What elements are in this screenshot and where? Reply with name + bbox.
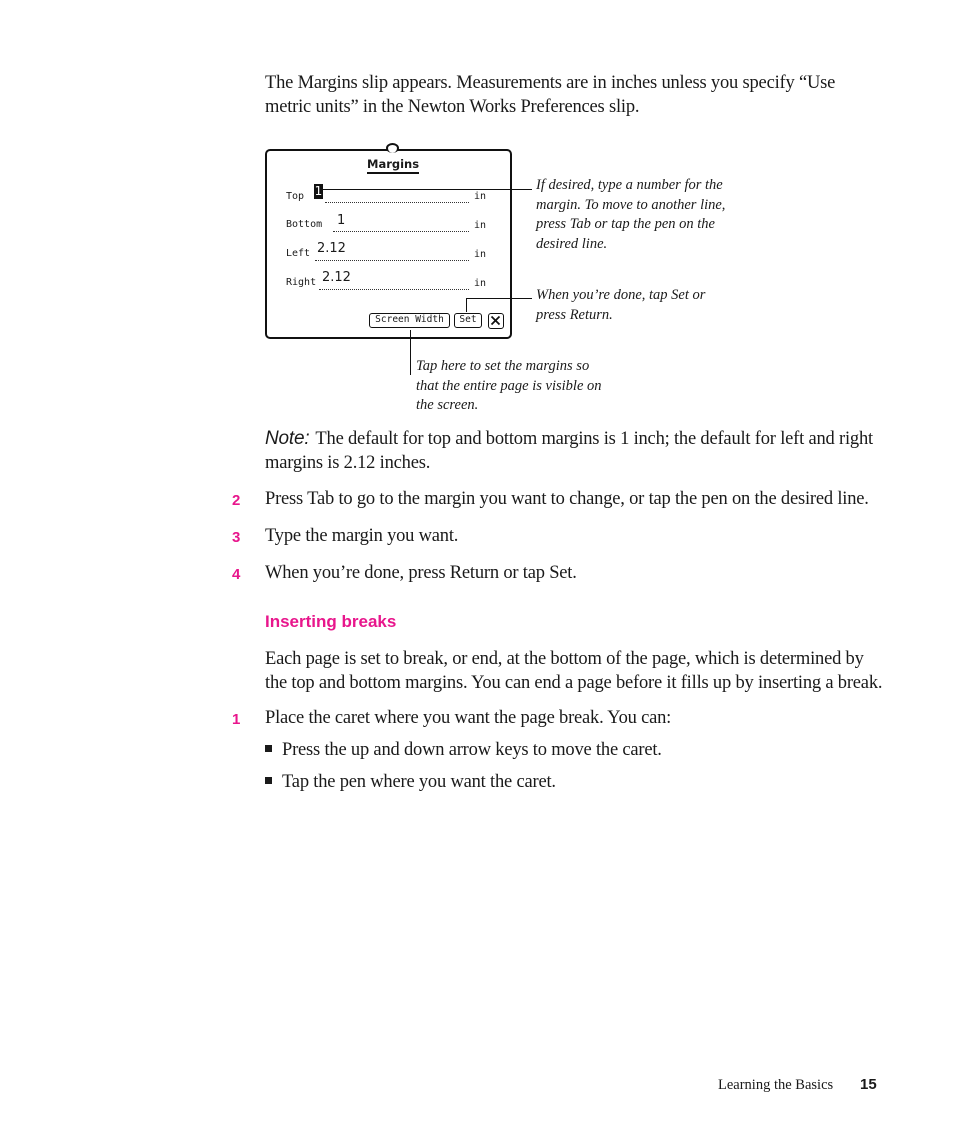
screen-width-button[interactable]: Screen Width: [369, 313, 450, 328]
field-label-bottom: Bottom: [286, 219, 323, 230]
leader-line-set-h: [466, 298, 532, 299]
step-number: 2: [232, 492, 241, 509]
callout-screen-width: Tap here to set the margins so that the entire page is visible on the screen.: [416, 358, 602, 413]
note-label: Note:: [265, 428, 310, 449]
field-label-top: Top: [286, 191, 305, 202]
list-item-text: Tap the pen where you want the caret.: [282, 772, 556, 792]
note-paragraph: [265, 427, 885, 475]
field-value-top[interactable]: 1: [314, 184, 323, 198]
field-unit-bottom: in: [474, 220, 487, 231]
leader-line-screen-width: [410, 330, 411, 375]
footer-section: Learning the Basics: [718, 1077, 834, 1093]
field-unit-top: in: [474, 191, 487, 202]
step-text: When you’re done, press Return or tap Set.: [265, 563, 577, 583]
step-number: 4: [232, 566, 241, 583]
step-number: 3: [232, 529, 241, 546]
list-item: [265, 772, 556, 793]
list-item-text: Press the up and down arrow keys to move the caret.: [282, 740, 662, 760]
page-number: 15: [860, 1076, 877, 1093]
field-value-left[interactable]: 2.12: [317, 241, 346, 256]
step-number: 1: [232, 711, 241, 728]
slip-knob-icon: [386, 143, 399, 153]
breaks-paragraph: Each page is set to break, or end, at the bottom of the page, which is determined by the top and bottom margins. You can end a page before it fills up by inserting a break.: [265, 649, 883, 693]
field-label-right: Right: [286, 277, 317, 288]
field-line-top[interactable]: [325, 201, 469, 203]
bullet-square-icon: [265, 777, 272, 784]
field-line-right[interactable]: [319, 288, 469, 290]
field-value-right[interactable]: 2.12: [322, 270, 351, 285]
slip-title: Margins: [367, 157, 419, 174]
field-value-bottom[interactable]: 1: [337, 213, 346, 228]
step-text: Press Tab to go to the margin you want to change, or tap the pen on the desired line.: [265, 489, 869, 509]
field-label-left: Left: [286, 248, 311, 259]
leader-line-set-v: [466, 298, 467, 312]
close-x-icon[interactable]: [488, 313, 504, 329]
field-unit-right: in: [474, 278, 487, 289]
bullet-square-icon: [265, 745, 272, 752]
field-line-bottom[interactable]: [333, 230, 469, 232]
callout-type-number: If desired, type a number for the margin. To move to another line, press Tab or tap the pen on the desired line.: [536, 177, 726, 252]
margins-slip: [265, 149, 512, 339]
leader-line-type-number: [322, 189, 532, 190]
section-heading: Inserting breaks: [265, 612, 397, 631]
list-item: [265, 740, 662, 761]
field-line-left[interactable]: [315, 259, 469, 261]
callout-set: When you’re done, tap Set or press Return.: [536, 287, 706, 323]
set-button[interactable]: Set: [454, 313, 482, 328]
step-text: Type the margin you want.: [265, 526, 459, 546]
step-text: Place the caret where you want the page break. You can:: [265, 708, 672, 728]
note-text: The default for top and bottom margins is 1 inch; the default for left and right margins is 2.12 inches.: [265, 429, 873, 473]
field-unit-left: in: [474, 249, 487, 260]
intro-paragraph: The Margins slip appears. Measurements are in inches unless you specify “Use metric units” in the Newton Works Preferences slip.: [265, 73, 836, 117]
